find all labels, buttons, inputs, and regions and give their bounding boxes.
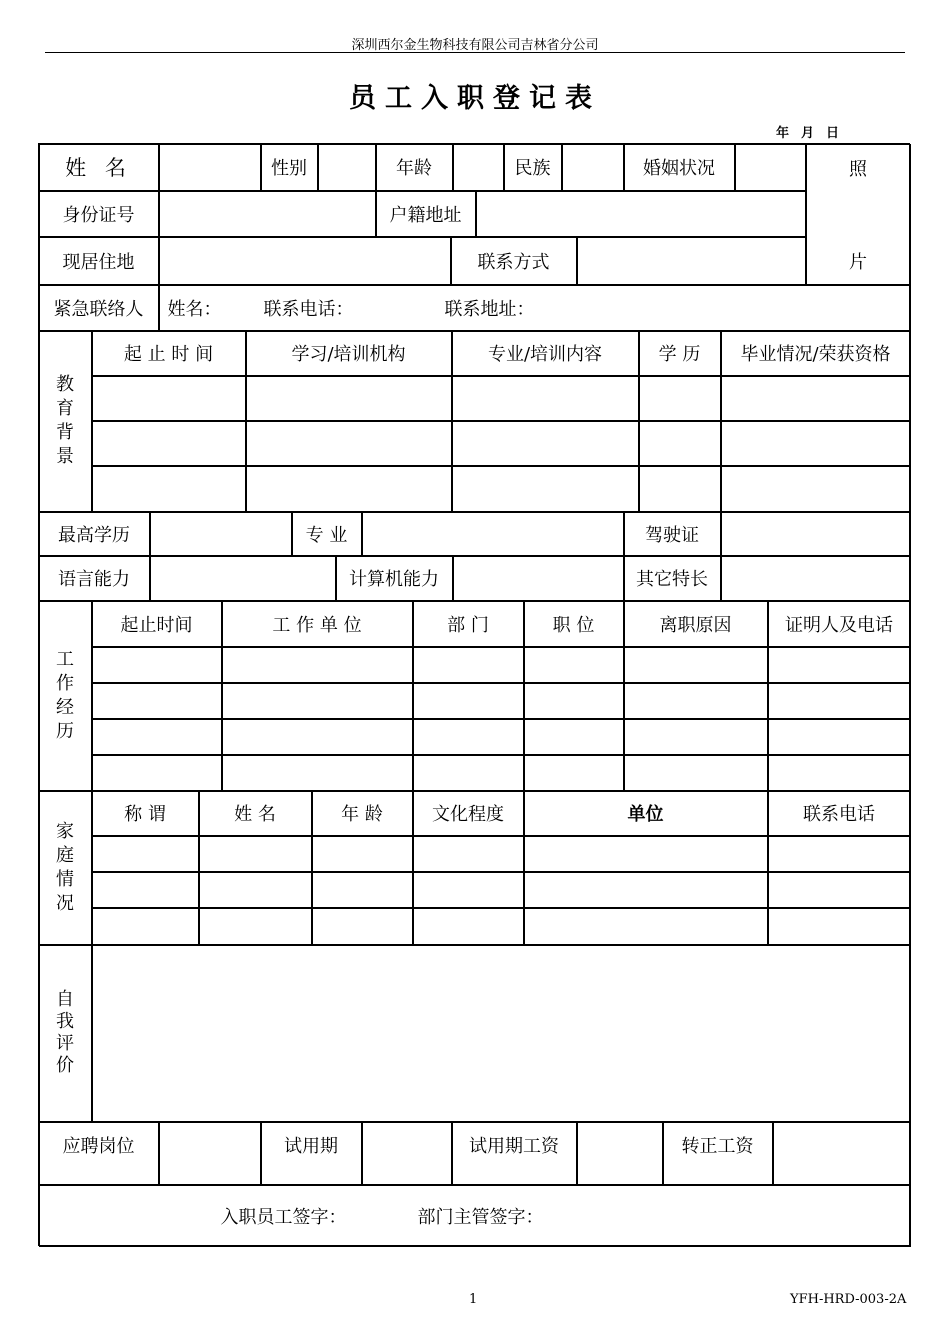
label-age: 年龄 <box>376 144 453 191</box>
input-probation[interactable] <box>362 1122 452 1185</box>
edu-row3-graduation[interactable] <box>721 466 911 512</box>
family-row1-employer[interactable] <box>524 836 768 872</box>
date-day: 日 <box>826 126 840 141</box>
label-probation: 试用期 <box>261 1122 362 1185</box>
page-number: 1 <box>469 1292 478 1307</box>
edu-row3-major[interactable] <box>452 466 639 512</box>
date-line <box>776 122 851 141</box>
work-row2-company[interactable] <box>222 683 413 719</box>
input-license[interactable] <box>721 512 911 556</box>
family-header-employer: 单位 <box>524 791 768 836</box>
work-row4-reason[interactable] <box>624 755 768 791</box>
input-residence[interactable] <box>159 237 451 285</box>
employee-signature-label: 入职员工签字： <box>220 1206 347 1228</box>
label-marital: 婚姻状况 <box>624 144 735 191</box>
label-license: 驾驶证 <box>624 512 721 556</box>
input-language[interactable] <box>150 556 336 601</box>
input-self-evaluation[interactable] <box>92 945 911 1122</box>
section-family: 家 庭 情 况 <box>39 791 92 945</box>
label-other-skills: 其它特长 <box>624 556 721 601</box>
input-position[interactable] <box>159 1122 261 1185</box>
form-title: 员工入职登记表 <box>349 83 601 114</box>
work-header-position: 职 位 <box>524 601 624 647</box>
manager-signature-label: 部门主管签字： <box>417 1206 544 1228</box>
emergency-phone-label: 联系电话： <box>263 298 354 320</box>
photo-box[interactable] <box>806 144 911 285</box>
label-regular-salary: 转正工资 <box>663 1122 773 1185</box>
family-row2-name[interactable] <box>199 872 312 908</box>
work-row2-period[interactable] <box>92 683 222 719</box>
work-row1-department[interactable] <box>413 647 524 683</box>
edu-row2-degree[interactable] <box>639 421 721 466</box>
date-year: 年 <box>776 126 790 141</box>
input-major[interactable] <box>362 512 624 556</box>
edu-header-institution: 学习/培训机构 <box>246 331 452 376</box>
family-header-name: 姓 名 <box>199 791 312 836</box>
work-row1-company[interactable] <box>222 647 413 683</box>
family-row1-phone[interactable] <box>768 836 911 872</box>
emergency-contact-fields[interactable] <box>159 285 911 331</box>
edu-row1-degree[interactable] <box>639 376 721 421</box>
family-row3-relation[interactable] <box>92 908 199 945</box>
family-header-education: 文化程度 <box>413 791 524 836</box>
label-position: 应聘岗位 <box>39 1122 159 1185</box>
label-id-card: 身份证号 <box>39 191 159 237</box>
input-computer[interactable] <box>453 556 624 601</box>
family-row2-phone[interactable] <box>768 872 911 908</box>
edu-row2-major[interactable] <box>452 421 639 466</box>
work-row1-reference[interactable] <box>768 647 911 683</box>
edu-row3-degree[interactable] <box>639 466 721 512</box>
input-ethnicity[interactable] <box>562 144 624 191</box>
family-header-phone: 联系电话 <box>768 791 911 836</box>
edu-header-graduation: 毕业情况/荣获资格 <box>721 331 911 376</box>
input-probation-salary[interactable] <box>577 1122 663 1185</box>
family-row1-relation[interactable] <box>92 836 199 872</box>
label-highest-edu: 最高学历 <box>39 512 150 556</box>
work-header-period: 起止时间 <box>92 601 222 647</box>
edu-row3-institution[interactable] <box>246 466 452 512</box>
label-emergency: 紧急联络人 <box>39 285 159 331</box>
work-row4-reference[interactable] <box>768 755 911 791</box>
section-education: 教 育 背 景 <box>39 331 92 512</box>
label-hukou: 户籍地址 <box>376 191 476 237</box>
input-gender[interactable] <box>318 144 376 191</box>
label-contact: 联系方式 <box>451 237 577 285</box>
work-row4-position[interactable] <box>524 755 624 791</box>
registration-form <box>38 143 910 1246</box>
work-header-company: 工 作 单 位 <box>222 601 413 647</box>
input-other-skills[interactable] <box>721 556 911 601</box>
family-header-relation: 称 谓 <box>92 791 199 836</box>
photo-label-1: 照 <box>849 158 867 180</box>
label-language: 语言能力 <box>39 556 150 601</box>
edu-header-major: 专业/培训内容 <box>452 331 639 376</box>
work-row2-department[interactable] <box>413 683 524 719</box>
family-row1-age[interactable] <box>312 836 413 872</box>
work-row3-department[interactable] <box>413 719 524 755</box>
family-row3-phone[interactable] <box>768 908 911 945</box>
work-row3-company[interactable] <box>222 719 413 755</box>
work-row3-period[interactable] <box>92 719 222 755</box>
work-row4-period[interactable] <box>92 755 222 791</box>
input-highest-edu[interactable] <box>150 512 292 556</box>
input-age[interactable] <box>453 144 504 191</box>
work-header-reason: 离职原因 <box>624 601 768 647</box>
signature-row[interactable] <box>39 1185 911 1247</box>
label-residence: 现居住地 <box>39 237 159 285</box>
edu-header-period: 起 止 时 间 <box>92 331 246 376</box>
input-contact[interactable] <box>577 237 806 285</box>
work-header-reference: 证明人及电话 <box>768 601 911 647</box>
input-name[interactable] <box>159 144 261 191</box>
emergency-name-label: 姓名： <box>167 298 222 320</box>
family-row3-name[interactable] <box>199 908 312 945</box>
label-computer: 计算机能力 <box>336 556 453 601</box>
edu-row2-institution[interactable] <box>246 421 452 466</box>
edu-row1-graduation[interactable] <box>721 376 911 421</box>
label-major: 专 业 <box>292 512 362 556</box>
company-header: 深圳西尔金生物科技有限公司吉林省分公司 <box>45 34 905 53</box>
family-row3-employer[interactable] <box>524 908 768 945</box>
work-row4-department[interactable] <box>413 755 524 791</box>
work-row3-reason[interactable] <box>624 719 768 755</box>
emergency-address-label: 联系地址： <box>444 298 535 320</box>
label-gender: 性别 <box>261 144 318 191</box>
input-regular-salary[interactable] <box>773 1122 911 1185</box>
input-id-card[interactable] <box>159 191 376 237</box>
work-row1-position[interactable] <box>524 647 624 683</box>
work-row3-position[interactable] <box>524 719 624 755</box>
family-row3-age[interactable] <box>312 908 413 945</box>
work-row2-reference[interactable] <box>768 683 911 719</box>
photo-label-2: 片 <box>849 251 867 273</box>
work-row3-reference[interactable] <box>768 719 911 755</box>
document-code: YFH-HRD-003-2A <box>790 1292 907 1307</box>
work-row2-reason[interactable] <box>624 683 768 719</box>
edu-header-degree: 学 历 <box>639 331 721 376</box>
edu-row2-period[interactable] <box>92 421 246 466</box>
section-self-evaluation: 自 我 评 价 <box>39 945 92 1122</box>
family-row2-relation[interactable] <box>92 872 199 908</box>
work-row1-reason[interactable] <box>624 647 768 683</box>
work-row1-period[interactable] <box>92 647 222 683</box>
section-work: 工 作 经 历 <box>39 601 92 791</box>
edu-row2-graduation[interactable] <box>721 421 911 466</box>
label-probation-salary: 试用期工资 <box>452 1122 577 1185</box>
family-row2-age[interactable] <box>312 872 413 908</box>
family-header-age: 年 龄 <box>312 791 413 836</box>
work-header-department: 部 门 <box>413 601 524 647</box>
date-month: 月 <box>801 126 815 141</box>
edu-row3-period[interactable] <box>92 466 246 512</box>
family-row2-education[interactable] <box>413 872 524 908</box>
family-row1-name[interactable] <box>199 836 312 872</box>
edu-row1-period[interactable] <box>92 376 246 421</box>
family-row1-education[interactable] <box>413 836 524 872</box>
label-ethnicity: 民族 <box>504 144 562 191</box>
edu-row1-major[interactable] <box>452 376 639 421</box>
edu-row1-institution[interactable] <box>246 376 452 421</box>
input-marital[interactable] <box>735 144 806 191</box>
work-row2-position[interactable] <box>524 683 624 719</box>
family-row3-education[interactable] <box>413 908 524 945</box>
input-hukou[interactable] <box>476 191 806 237</box>
label-name: 姓 名 <box>39 144 159 191</box>
family-row2-employer[interactable] <box>524 872 768 908</box>
work-row4-company[interactable] <box>222 755 413 791</box>
